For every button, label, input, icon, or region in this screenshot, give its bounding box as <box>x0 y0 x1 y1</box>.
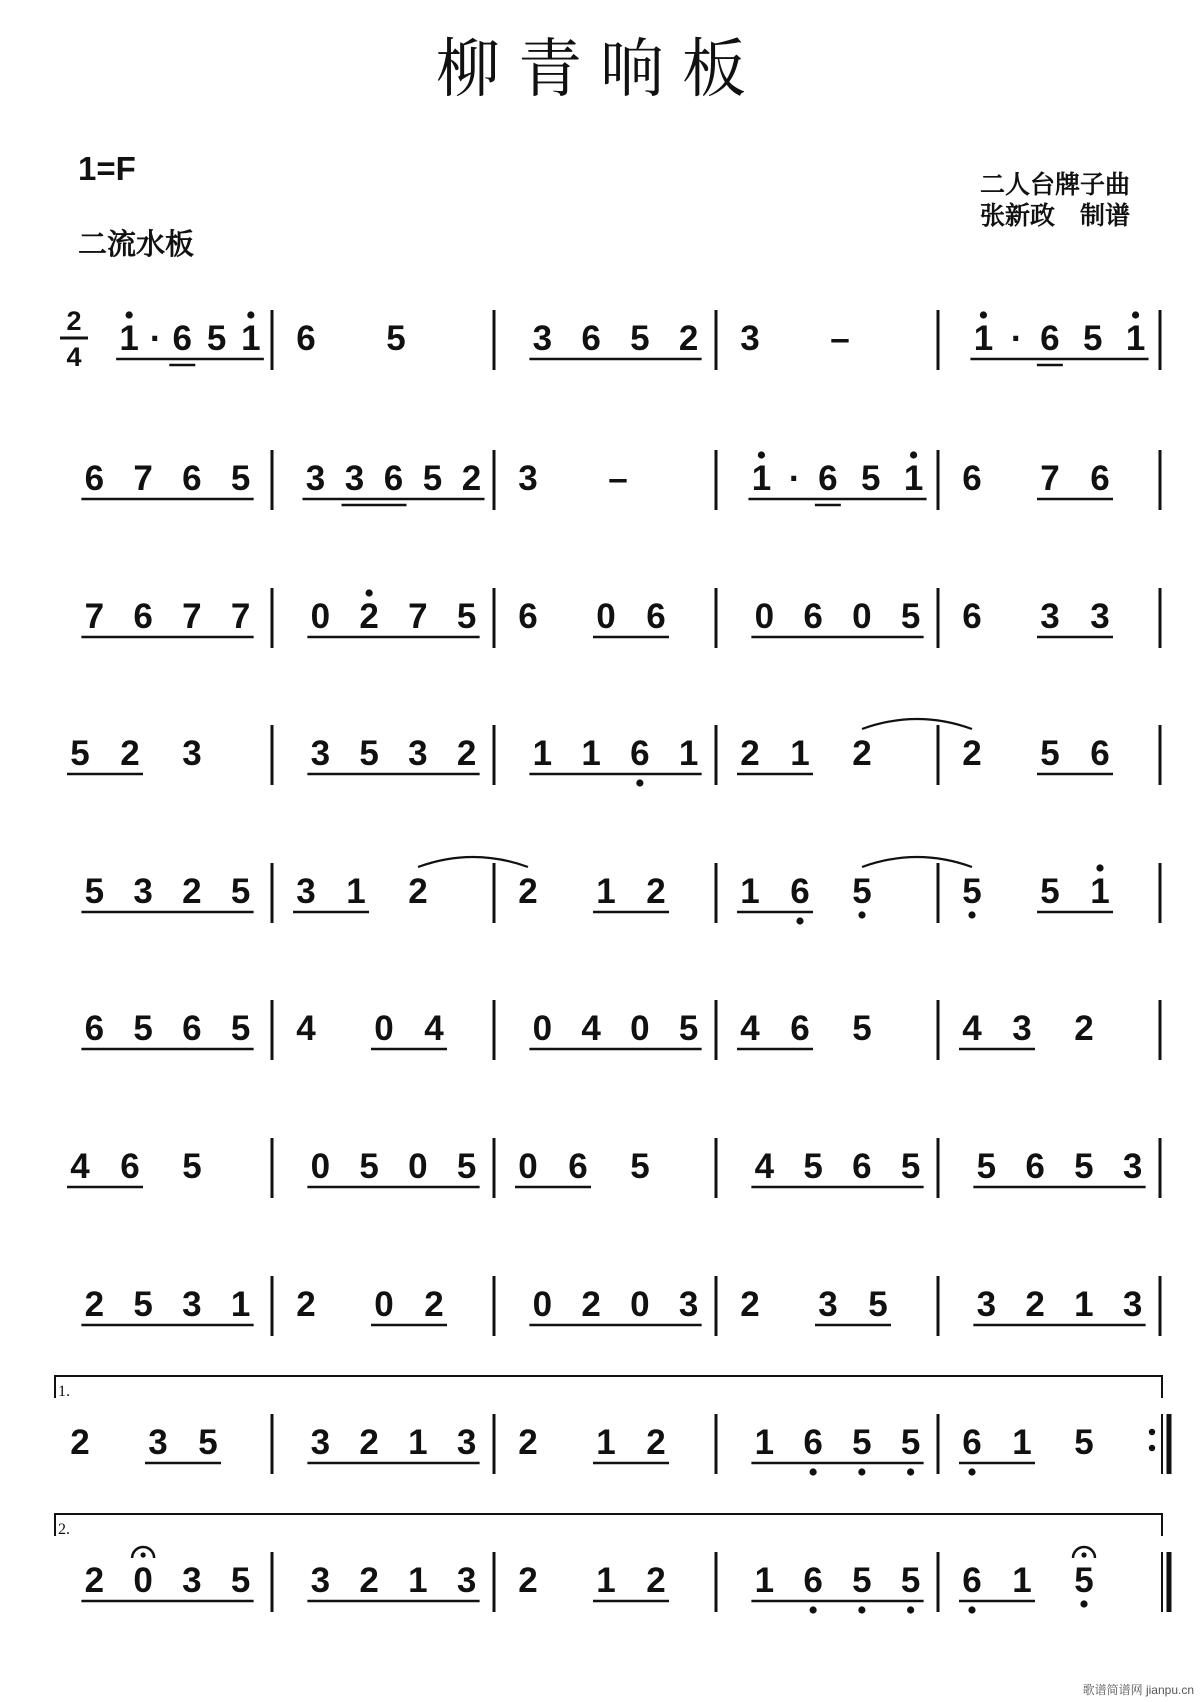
tie-slur <box>862 719 972 729</box>
octave-high-dot <box>126 311 133 318</box>
note: 2 <box>518 1561 538 1600</box>
note: 0 <box>374 1009 394 1048</box>
note: 6 <box>182 459 202 498</box>
repeat-dot <box>1149 1445 1155 1451</box>
note: 2 <box>84 1285 105 1324</box>
note: 5 <box>70 734 90 773</box>
note: 6 <box>182 1009 202 1048</box>
note: 0 <box>630 1009 650 1048</box>
note: · <box>788 459 801 498</box>
note: 1 <box>1090 872 1110 911</box>
note: 6 <box>630 734 650 773</box>
note: 1 <box>596 1561 616 1600</box>
note: 6 <box>84 1009 105 1048</box>
note: 3 <box>1122 1285 1143 1324</box>
note: 1 <box>790 734 810 773</box>
note: 6 <box>581 319 601 358</box>
note: 6 <box>1090 459 1110 498</box>
volta-label: 1. <box>58 1383 70 1400</box>
note: 2 <box>962 734 982 773</box>
note: 5 <box>230 872 251 911</box>
key-signature: 1=F <box>78 150 136 187</box>
volta-bracket <box>55 1376 1162 1398</box>
tie-slur <box>418 857 528 867</box>
note: 5 <box>1074 1147 1094 1186</box>
note: 1 <box>408 1423 428 1462</box>
note: 6 <box>568 1147 588 1186</box>
note: 2 <box>646 872 666 911</box>
note: 1 <box>903 459 924 498</box>
note: 6 <box>790 1009 810 1048</box>
octave-low-dot <box>858 911 865 918</box>
note: 3 <box>818 1285 838 1324</box>
note: 0 <box>852 597 872 636</box>
note: 3 <box>456 1561 477 1600</box>
note: 3 <box>310 734 331 773</box>
note: 7 <box>84 597 105 636</box>
note: 5 <box>962 872 982 911</box>
octave-low-dot <box>810 1606 817 1613</box>
octave-low-dot <box>907 1468 914 1475</box>
note: 5 <box>386 319 406 358</box>
note: 3 <box>1122 1147 1143 1186</box>
note: 5 <box>359 734 379 773</box>
note: 3 <box>344 459 365 498</box>
note: 6 <box>84 459 105 498</box>
note: 0 <box>630 1285 650 1324</box>
octave-low-dot <box>968 911 975 918</box>
note: 4 <box>70 1147 90 1186</box>
note: 5 <box>133 1285 153 1324</box>
octave-low-dot <box>796 917 803 924</box>
note: 2 <box>1025 1285 1045 1324</box>
note: 5 <box>84 872 105 911</box>
note: 7 <box>1040 459 1060 498</box>
note: 3 <box>305 459 326 498</box>
octave-low-dot <box>858 1468 865 1475</box>
note: 6 <box>120 1147 140 1186</box>
note: 3 <box>148 1423 168 1462</box>
note: 5 <box>1074 1561 1094 1600</box>
note: 1 <box>119 319 139 358</box>
note: 0 <box>133 1561 153 1600</box>
note: 1 <box>754 1561 775 1600</box>
note: 1 <box>241 319 261 358</box>
note: 0 <box>596 597 616 636</box>
note: 0 <box>374 1285 394 1324</box>
note: 3 <box>1040 597 1060 636</box>
note: 3 <box>1012 1009 1032 1048</box>
note: 3 <box>740 319 760 358</box>
note: 1 <box>581 734 601 773</box>
note: 5 <box>230 1561 251 1600</box>
note: 3 <box>976 1285 997 1324</box>
note: 0 <box>310 597 331 636</box>
note: 1 <box>1125 319 1146 358</box>
note: 6 <box>803 597 823 636</box>
note: 0 <box>310 1147 331 1186</box>
note: 6 <box>962 597 982 636</box>
note: 6 <box>133 597 153 636</box>
note: 2 <box>456 734 477 773</box>
note: 5 <box>678 1009 699 1048</box>
note: 5 <box>630 319 650 358</box>
note: 6 <box>962 459 982 498</box>
note: 5 <box>182 1147 202 1186</box>
note: 2 <box>182 872 202 911</box>
note: 5 <box>206 319 227 358</box>
note: – <box>608 459 628 498</box>
note: 3 <box>182 1285 202 1324</box>
note: 2 <box>359 1561 379 1600</box>
score-title: 柳青响板 <box>436 33 764 107</box>
note: 6 <box>296 319 316 358</box>
note: 6 <box>803 1561 823 1600</box>
note: 5 <box>198 1423 218 1462</box>
note: 0 <box>518 1147 538 1186</box>
octave-high-dot <box>910 451 917 458</box>
note: 2 <box>359 597 379 636</box>
note: 5 <box>133 1009 153 1048</box>
note: 4 <box>296 1009 316 1048</box>
note: 5 <box>630 1147 650 1186</box>
note: 2 <box>70 1423 90 1462</box>
note: 0 <box>532 1009 553 1048</box>
note: 5 <box>230 459 251 498</box>
credit-source: 二人台牌子曲 <box>980 171 1131 199</box>
time-signature-top: 2 <box>66 306 82 336</box>
note: 1 <box>751 459 772 498</box>
note: 4 <box>754 1147 775 1186</box>
note: 2 <box>740 1285 760 1324</box>
note: 5 <box>900 1423 921 1462</box>
note: 6 <box>646 597 666 636</box>
note: 0 <box>408 1147 428 1186</box>
note: 5 <box>900 1147 921 1186</box>
note: 6 <box>518 597 538 636</box>
note: 3 <box>296 872 316 911</box>
octave-low-dot <box>636 779 643 786</box>
note: 2 <box>678 319 699 358</box>
note: 6 <box>962 1423 982 1462</box>
note: 7 <box>182 597 202 636</box>
repeat-dot <box>1149 1429 1155 1435</box>
note: 2 <box>120 734 140 773</box>
note: 1 <box>740 872 760 911</box>
note: 5 <box>803 1147 823 1186</box>
note: 6 <box>803 1423 823 1462</box>
note: 3 <box>310 1561 331 1600</box>
note: 7 <box>408 597 428 636</box>
time-signature-bottom: 4 <box>66 342 82 372</box>
octave-high-dot <box>1096 864 1103 871</box>
note: 5 <box>868 1285 888 1324</box>
note: 1 <box>408 1561 428 1600</box>
note: 2 <box>296 1285 316 1324</box>
note: 6 <box>383 459 404 498</box>
note: 1 <box>973 319 994 358</box>
note: 5 <box>230 1009 251 1048</box>
note: 1 <box>1074 1285 1094 1324</box>
note: 1 <box>678 734 699 773</box>
note: 6 <box>852 1147 872 1186</box>
octave-low-dot <box>858 1606 865 1613</box>
note: 0 <box>532 1285 553 1324</box>
note: 5 <box>852 1009 872 1048</box>
note: 4 <box>740 1009 760 1048</box>
note: 5 <box>852 1423 872 1462</box>
note: 5 <box>1040 872 1060 911</box>
note: 2 <box>740 734 760 773</box>
note: 0 <box>754 597 775 636</box>
fermata-dot <box>1081 1552 1086 1557</box>
octave-high-dot <box>758 451 765 458</box>
note: 6 <box>818 459 838 498</box>
note: 1 <box>596 872 616 911</box>
note: 5 <box>456 1147 477 1186</box>
note: 2 <box>518 1423 538 1462</box>
octave-low-dot <box>810 1468 817 1475</box>
note: 4 <box>424 1009 444 1048</box>
note: 6 <box>1025 1147 1045 1186</box>
note: 5 <box>852 872 872 911</box>
note: 7 <box>133 459 153 498</box>
note: 5 <box>1040 734 1060 773</box>
note: 3 <box>1090 597 1110 636</box>
note: 3 <box>518 459 538 498</box>
note: 3 <box>678 1285 699 1324</box>
note: 6 <box>1090 734 1110 773</box>
note: 7 <box>230 597 251 636</box>
volta-bracket <box>55 1514 1162 1536</box>
note: 6 <box>962 1561 982 1600</box>
note: 3 <box>408 734 428 773</box>
note: 2 <box>518 872 538 911</box>
note: 4 <box>962 1009 982 1048</box>
note: 5 <box>1082 319 1103 358</box>
note: 5 <box>1074 1423 1094 1462</box>
note: 2 <box>359 1423 379 1462</box>
note: 5 <box>900 597 921 636</box>
note: 5 <box>359 1147 379 1186</box>
note: 3 <box>182 1561 202 1600</box>
octave-low-dot <box>968 1606 975 1613</box>
note: 5 <box>860 459 881 498</box>
octave-low-dot <box>968 1468 975 1475</box>
note: 1 <box>1012 1561 1032 1600</box>
note: 1 <box>230 1285 251 1324</box>
note: 2 <box>1074 1009 1094 1048</box>
note: 1 <box>532 734 553 773</box>
note: 2 <box>646 1561 666 1600</box>
credit-arranger: 张新政 制谱 <box>980 202 1131 230</box>
note: 3 <box>133 872 153 911</box>
octave-high-dot <box>366 589 373 596</box>
note: 3 <box>182 734 202 773</box>
note: 5 <box>456 597 477 636</box>
octave-low-dot <box>1080 1600 1087 1607</box>
volta-label: 2. <box>58 1521 70 1538</box>
octave-high-dot <box>247 311 254 318</box>
note: 5 <box>852 1561 872 1600</box>
site-watermark: 歌谱简谱网 jianpu.cn <box>1082 1683 1194 1697</box>
note: 4 <box>581 1009 601 1048</box>
note: 2 <box>408 872 428 911</box>
note: 2 <box>461 459 482 498</box>
octave-high-dot <box>980 311 987 318</box>
note: 1 <box>596 1423 616 1462</box>
note: 5 <box>422 459 443 498</box>
note: 2 <box>84 1561 105 1600</box>
note: 3 <box>456 1423 477 1462</box>
note: 1 <box>346 872 366 911</box>
note: – <box>830 319 850 358</box>
note: · <box>149 319 162 358</box>
note: 3 <box>310 1423 331 1462</box>
note: 2 <box>852 734 872 773</box>
note: 1 <box>1012 1423 1032 1462</box>
note: 2 <box>581 1285 601 1324</box>
note: 6 <box>790 872 810 911</box>
octave-low-dot <box>907 1606 914 1613</box>
note: 6 <box>172 319 193 358</box>
octave-high-dot <box>1132 311 1139 318</box>
tie-slur <box>862 857 972 867</box>
note: 2 <box>424 1285 444 1324</box>
note: 2 <box>646 1423 666 1462</box>
note: 3 <box>532 319 553 358</box>
note: 6 <box>1040 319 1060 358</box>
fermata-dot <box>141 1552 146 1557</box>
note: 5 <box>900 1561 921 1600</box>
note: 5 <box>976 1147 997 1186</box>
note: 1 <box>754 1423 775 1462</box>
note: · <box>1010 319 1023 358</box>
tempo-marking: 二流水板 <box>78 229 195 261</box>
